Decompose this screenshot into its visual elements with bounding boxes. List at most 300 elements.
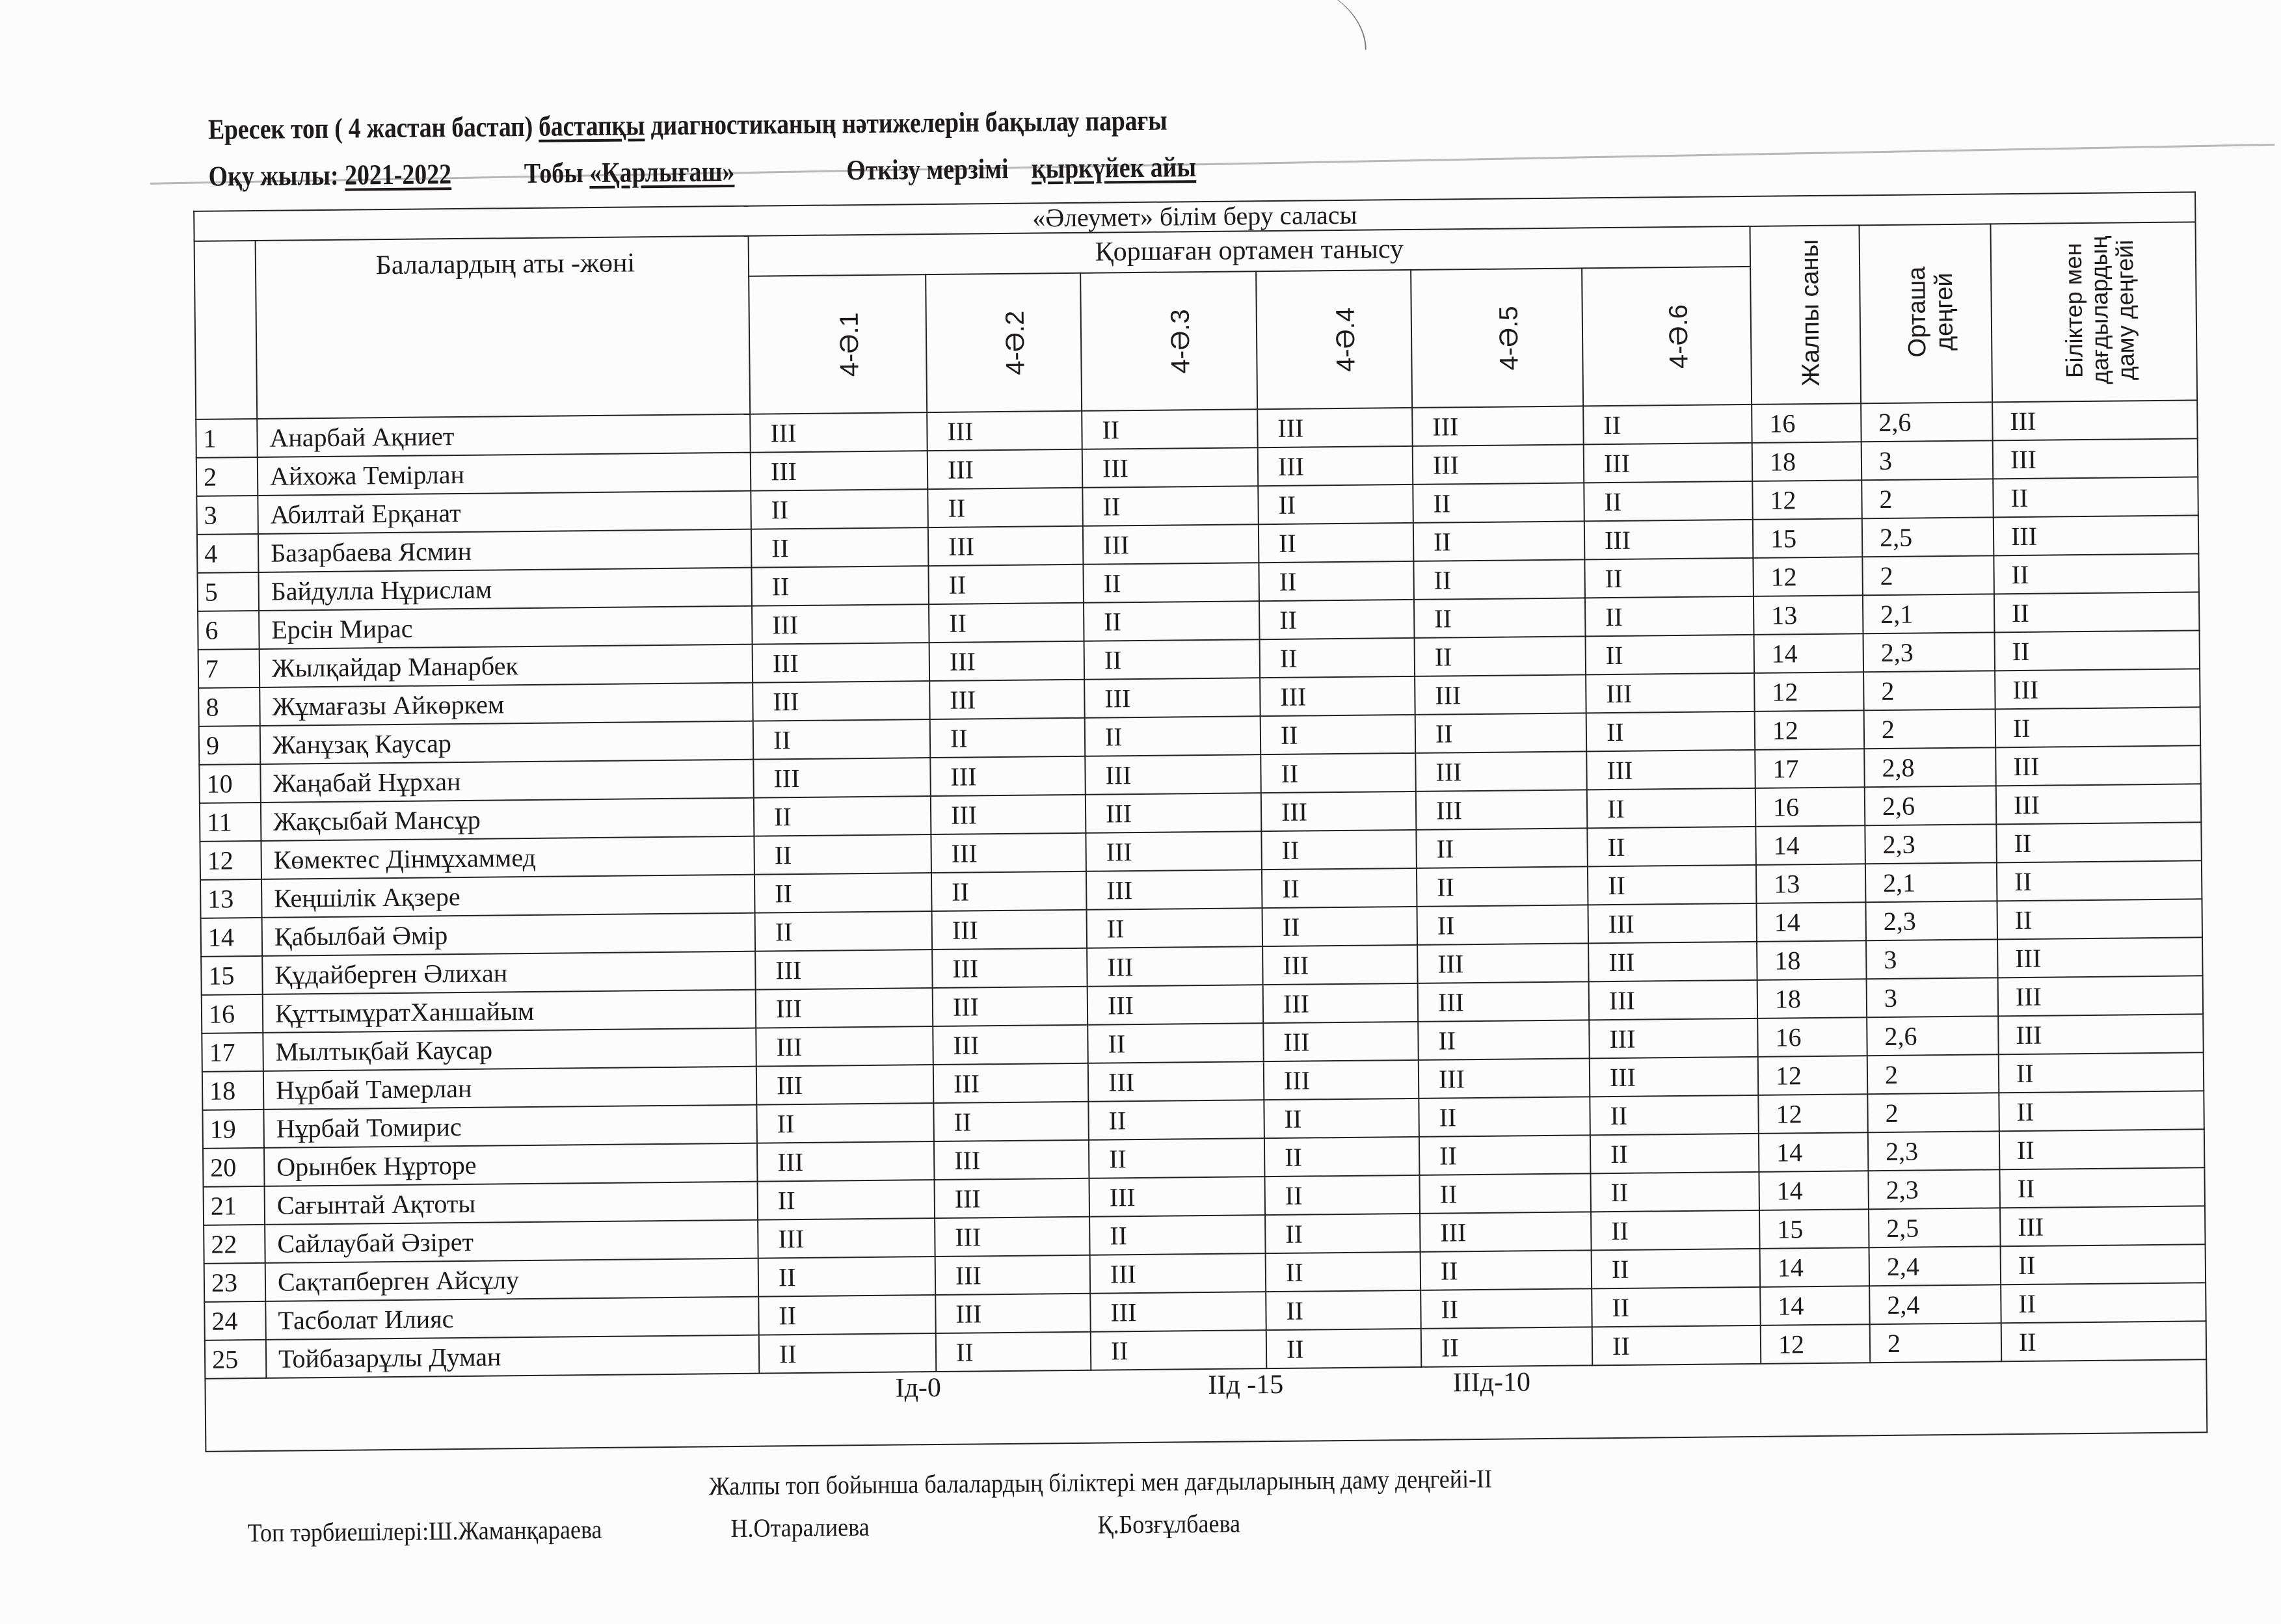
- level-cell: II: [1999, 1052, 2204, 1093]
- code-header: [1411, 268, 1583, 408]
- total-cell: 16: [1755, 787, 1865, 827]
- mark-cell: II: [1091, 1330, 1267, 1370]
- level-cell: II: [1999, 1129, 2205, 1169]
- mark-cell: II: [1259, 561, 1414, 601]
- row-number: 11: [200, 803, 261, 842]
- mark-cell: III: [1263, 983, 1419, 1023]
- total-cell: 12: [1755, 710, 1865, 750]
- row-number: 21: [204, 1186, 265, 1225]
- mark-cell: III: [756, 1065, 934, 1105]
- total-cell: 14: [1759, 1132, 1869, 1172]
- code-header: [1080, 271, 1257, 411]
- code-header-text: 4-Ә.4: [1331, 308, 1361, 373]
- mark-cell: III: [1088, 1061, 1264, 1102]
- diagnostics-table: [193, 191, 2208, 1452]
- average-cell: 2,5: [1869, 1208, 2001, 1247]
- mark-cell: II: [758, 1295, 936, 1335]
- mark-cell: II: [1262, 907, 1418, 946]
- mark-cell: II: [1413, 483, 1584, 523]
- mark-cell: III: [1420, 1212, 1592, 1252]
- mark-cell: II: [1259, 523, 1414, 563]
- mark-cell: III: [1584, 520, 1754, 559]
- mark-cell: III: [1082, 447, 1259, 488]
- mark-cell: III: [758, 1218, 935, 1258]
- total-cell: 12: [1758, 1056, 1868, 1095]
- mark-cell: II: [1084, 639, 1261, 680]
- code-header-text: 4-Ә.6: [1664, 304, 1694, 369]
- average-header-text: Орташа деңгей: [1903, 266, 1959, 358]
- total-cell: 18: [1757, 979, 1867, 1018]
- mark-cell: II: [753, 719, 931, 760]
- mark-cell: III: [1415, 751, 1587, 792]
- mark-cell: II: [933, 1102, 1089, 1141]
- mark-cell: II: [754, 873, 932, 913]
- level-cell: III: [1992, 400, 2198, 440]
- child-name: Қабылбай Әмір: [262, 913, 756, 956]
- row-number: 5: [197, 572, 259, 611]
- mark-cell: II: [751, 489, 928, 529]
- child-name: Сақтапберген Айсұлу: [265, 1258, 759, 1301]
- mark-cell: II: [1260, 638, 1415, 678]
- mark-cell: III: [751, 451, 928, 491]
- mark-cell: II: [1588, 865, 1757, 905]
- average-cell: 2: [1861, 479, 1994, 518]
- row-number: 12: [200, 841, 261, 880]
- mark-cell: III: [934, 1178, 1089, 1218]
- mark-cell: II: [1259, 600, 1415, 639]
- row-number: 10: [199, 764, 261, 803]
- total-cell: 14: [1756, 902, 1866, 942]
- mark-cell: II: [1261, 830, 1417, 870]
- mark-cell: II: [758, 1257, 936, 1297]
- code-header: [1256, 270, 1412, 409]
- average-cell: 2,6: [1865, 786, 1997, 825]
- mark-cell: III: [927, 411, 1082, 451]
- mark-cell: III: [932, 948, 1087, 988]
- row-number: 16: [202, 994, 263, 1033]
- mark-cell: III: [1087, 985, 1264, 1025]
- code-header: [749, 274, 927, 414]
- average-cell: 2: [1867, 1093, 1999, 1132]
- level-cell: II: [1997, 899, 2202, 939]
- child-name: ҚұттымұратХаншайым: [263, 990, 756, 1033]
- mark-cell: II: [1414, 598, 1586, 638]
- name-header: Балалардың аты -жөні: [256, 236, 751, 419]
- level-cell: II: [2001, 1321, 2207, 1361]
- level-header: [1990, 222, 2197, 402]
- mark-cell: II: [1586, 635, 1755, 674]
- level-cell: II: [2001, 1244, 2206, 1285]
- row-number: 14: [201, 918, 263, 957]
- mark-cell: III: [1412, 406, 1584, 446]
- level-cell: III: [2000, 1206, 2206, 1246]
- mark-cell: II: [1415, 636, 1586, 676]
- group-value: «Қарлығаш»: [589, 155, 735, 189]
- row-number: 20: [203, 1148, 265, 1187]
- child-name: Анарбай Ақниет: [257, 414, 751, 457]
- code-header: [926, 273, 1082, 412]
- mark-cell: III: [1586, 673, 1755, 713]
- code-header-text: 4-Ә.5: [1494, 306, 1524, 371]
- average-cell: 2,1: [1865, 862, 1997, 902]
- level-cell: III: [1994, 515, 2199, 555]
- mark-cell: III: [1087, 946, 1263, 987]
- child-name: Байдулла Нұрислам: [258, 568, 752, 611]
- total-cell: 18: [1757, 940, 1867, 980]
- area-title: «Әлеумет» білім беру саласы: [194, 192, 2195, 241]
- total-cell: 14: [1759, 1171, 1869, 1210]
- document-title: [208, 104, 1167, 146]
- mark-cell: II: [1592, 1249, 1761, 1288]
- child-name: Тасболат Илияс: [265, 1297, 759, 1340]
- row-number: 22: [204, 1225, 265, 1264]
- mark-cell: II: [1584, 558, 1754, 598]
- mark-cell: III: [1258, 446, 1413, 486]
- average-cell: 2,3: [1868, 1131, 2000, 1171]
- row-number: 1: [196, 419, 258, 458]
- total-cell: 12: [1758, 1094, 1868, 1134]
- child-name: Жаңабай Нұрхан: [260, 760, 754, 803]
- document-subtitle: [208, 150, 1196, 193]
- mark-cell: II: [751, 566, 929, 606]
- child-name: Жылқайдар Манарбек: [260, 645, 753, 687]
- child-name: Кеңшілік Ақзере: [261, 875, 755, 918]
- mark-cell: II: [1591, 1210, 1760, 1250]
- average-cell: 2,4: [1869, 1285, 2001, 1324]
- mark-cell: II: [1089, 1215, 1266, 1255]
- mark-cell: III: [1588, 903, 1757, 943]
- mark-cell: II: [1587, 788, 1756, 828]
- level-cell: II: [1994, 592, 2200, 632]
- average-cell: 2: [1862, 555, 1994, 595]
- child-name: Абилтай Ерқанат: [258, 491, 751, 534]
- subject-header: Қоршаған ортамен танысу: [749, 226, 1751, 276]
- mark-cell: III: [1590, 1057, 1759, 1097]
- summary-level-3: ІІІд-10: [1452, 1367, 1531, 1398]
- mark-cell: III: [1261, 792, 1417, 831]
- mark-cell: II: [928, 565, 1084, 604]
- mark-cell: II: [1265, 1214, 1421, 1253]
- mark-cell: II: [936, 1332, 1091, 1372]
- level-cell: II: [1994, 553, 2199, 594]
- total-cell: 14: [1754, 633, 1864, 673]
- mark-cell: II: [1421, 1288, 1592, 1329]
- average-cell: 2: [1864, 709, 1996, 749]
- mark-cell: III: [756, 988, 933, 1028]
- mark-cell: III: [1588, 942, 1757, 981]
- level-cell: III: [1995, 669, 2200, 709]
- title-prefix: Ересек топ ( 4 жастан бастап): [207, 110, 539, 146]
- mark-cell: II: [1590, 1134, 1759, 1173]
- mark-cell: III: [931, 833, 1086, 873]
- average-cell: 2,6: [1867, 1016, 1999, 1056]
- teacher-2: Н.Отаралиева: [730, 1512, 870, 1543]
- number-header: [194, 241, 258, 419]
- child-name: Нұрбай Томирис: [263, 1105, 757, 1148]
- row-number: 7: [198, 649, 260, 688]
- average-cell: 2,6: [1861, 402, 1993, 442]
- row-number: 25: [205, 1340, 267, 1379]
- average-cell: 3: [1866, 939, 1998, 979]
- mark-cell: III: [1264, 1060, 1419, 1100]
- mark-cell: III: [1416, 790, 1588, 830]
- mark-cell: II: [1583, 405, 1752, 444]
- mark-cell: II: [1416, 828, 1588, 868]
- child-name: Құдайберген Әлихан: [262, 952, 756, 994]
- mark-cell: III: [757, 1141, 935, 1182]
- scan-artifact-arc: [1247, 0, 1367, 51]
- mark-cell: II: [1261, 753, 1416, 793]
- year-value: 2021-2022: [344, 158, 452, 191]
- mark-cell: II: [1590, 1172, 1759, 1212]
- mark-cell: II: [1264, 1137, 1420, 1177]
- row-number: 23: [204, 1263, 266, 1302]
- total-header-text: Жалпы саны: [1796, 239, 1825, 387]
- mark-cell: II: [1419, 1097, 1590, 1137]
- child-name: Тойбазарұлы Думан: [266, 1335, 760, 1378]
- mark-cell: III: [1417, 943, 1589, 983]
- summary-level-2: ІІд -15: [1208, 1369, 1284, 1401]
- row-number: 18: [202, 1071, 264, 1110]
- row-number: 9: [199, 726, 261, 765]
- mark-cell: III: [933, 1063, 1089, 1103]
- row-number: 24: [204, 1301, 266, 1340]
- mark-cell: II: [1266, 1252, 1421, 1292]
- average-cell: 2,5: [1862, 517, 1994, 557]
- mark-cell: II: [1586, 712, 1755, 751]
- total-cell: 12: [1753, 557, 1863, 596]
- mark-cell: III: [1090, 1253, 1266, 1294]
- title-underlined: бастапқы: [538, 109, 645, 142]
- mark-cell: III: [1257, 408, 1413, 447]
- mark-cell: III: [1084, 678, 1261, 718]
- mark-cell: III: [753, 758, 931, 798]
- level-cell: II: [1993, 477, 2198, 517]
- mark-cell: II: [755, 911, 933, 952]
- child-name: Жұмағазы Айкөркем: [260, 683, 753, 726]
- mark-cell: II: [758, 1180, 935, 1220]
- average-cell: 3: [1867, 978, 1999, 1017]
- mark-cell: II: [1415, 713, 1587, 753]
- row-number: 6: [198, 611, 260, 650]
- level-cell: II: [1997, 860, 2202, 901]
- period-value: қыркүйек айы: [1031, 151, 1197, 185]
- mark-cell: III: [1086, 793, 1262, 833]
- level-cell: III: [1997, 937, 2203, 978]
- level-cell: III: [1998, 976, 2204, 1016]
- level-cell: II: [1994, 630, 2200, 671]
- mark-cell: III: [929, 680, 1085, 719]
- summary-level-1: Ід-0: [895, 1372, 942, 1404]
- mark-cell: II: [1264, 1098, 1419, 1138]
- mark-cell: III: [756, 1026, 933, 1067]
- total-cell: 14: [1755, 825, 1865, 865]
- mark-cell: II: [1592, 1287, 1761, 1327]
- average-cell: 2,3: [1865, 824, 1997, 864]
- mark-cell: II: [931, 872, 1087, 911]
- mark-cell: III: [1418, 981, 1590, 1022]
- mark-cell: III: [928, 526, 1084, 566]
- teacher-3: Қ.Бозғұлбаева: [1097, 1508, 1241, 1539]
- total-cell: 17: [1755, 749, 1865, 788]
- level-cell: II: [1995, 707, 2201, 747]
- mark-cell: II: [1264, 1175, 1420, 1215]
- level-header-text: Біліктер мен дағдылардың даму деңгейі: [2059, 235, 2140, 384]
- total-cell: 13: [1754, 595, 1863, 635]
- total-cell: 14: [1760, 1247, 1870, 1287]
- total-cell: 18: [1752, 442, 1862, 481]
- mark-cell: III: [930, 756, 1086, 796]
- title-suffix: диагностиканың нәтижелерін бақылау парағы: [645, 104, 1167, 142]
- mark-cell: II: [1587, 827, 1756, 866]
- child-name: Жақсыбай Мансұр: [261, 798, 754, 841]
- mark-cell: II: [1261, 715, 1416, 754]
- mark-cell: II: [1083, 563, 1259, 603]
- mark-cell: II: [1084, 601, 1260, 641]
- mark-cell: II: [927, 488, 1083, 527]
- mark-cell: II: [1584, 481, 1753, 521]
- average-cell: 2,1: [1863, 594, 1995, 633]
- total-cell: 12: [1754, 672, 1864, 712]
- mark-cell: II: [1087, 1023, 1264, 1063]
- average-cell: 2,3: [1863, 632, 1995, 672]
- mark-cell: II: [751, 527, 929, 568]
- average-cell: 2,8: [1864, 747, 1996, 787]
- mark-cell: III: [931, 795, 1086, 834]
- level-cell: III: [1998, 1014, 2204, 1054]
- mark-cell: II: [930, 718, 1086, 758]
- mark-cell: II: [759, 1333, 937, 1374]
- mark-cell: II: [1419, 1173, 1591, 1214]
- row-number: 2: [196, 457, 258, 496]
- mark-cell: III: [1415, 674, 1586, 715]
- average-cell: 3: [1861, 440, 1994, 480]
- row-number: 15: [201, 956, 263, 995]
- mark-cell: II: [1413, 559, 1585, 600]
- average-cell: 2,4: [1869, 1246, 2001, 1286]
- mark-cell: III: [1419, 1058, 1590, 1098]
- teachers-label: Топ тәрбиешілері:Ш.Жаманқараева: [247, 1514, 602, 1548]
- total-cell: 12: [1761, 1324, 1871, 1364]
- mark-cell: II: [756, 1103, 934, 1143]
- mark-cell: II: [754, 796, 931, 836]
- mark-cell: II: [1421, 1327, 1593, 1367]
- mark-cell: III: [1089, 1177, 1265, 1217]
- mark-cell: II: [1266, 1290, 1421, 1330]
- mark-cell: III: [752, 604, 929, 645]
- overall-level-text: Жалпы топ бойынша балалардың біліктері мен дағдыларының даму деңгейі-ІІ: [708, 1463, 1493, 1501]
- mark-cell: III: [1086, 831, 1262, 872]
- mark-cell: III: [934, 1140, 1089, 1180]
- mark-cell: II: [1413, 521, 1585, 561]
- year-label: Оқу жылы:: [208, 159, 345, 193]
- average-cell: 2: [1867, 1054, 1999, 1094]
- mark-cell: II: [929, 603, 1084, 643]
- mark-cell: III: [1262, 945, 1418, 985]
- row-number: 17: [202, 1033, 263, 1072]
- teachers-line: [247, 1504, 1652, 1548]
- mark-cell: II: [1418, 1020, 1590, 1060]
- mark-cell: III: [1586, 750, 1755, 790]
- child-name: Орынбек Нұрторе: [264, 1143, 758, 1186]
- total-cell: 15: [1759, 1209, 1869, 1249]
- child-name: Мылтықбай Каусар: [263, 1028, 756, 1071]
- child-name: Сағынтай Ақтоты: [265, 1182, 758, 1225]
- mark-cell: III: [1589, 1018, 1758, 1058]
- mark-cell: II: [1585, 596, 1754, 636]
- total-cell: 16: [1752, 403, 1861, 443]
- mark-cell: III: [935, 1294, 1091, 1333]
- mark-cell: II: [754, 834, 931, 875]
- mark-cell: III: [1090, 1292, 1266, 1332]
- mark-cell: II: [1417, 905, 1588, 945]
- mark-cell: III: [1413, 444, 1584, 485]
- mark-cell: II: [1085, 716, 1261, 756]
- mark-cell: III: [1589, 980, 1758, 1020]
- mark-cell: III: [927, 449, 1083, 489]
- mark-cell: II: [1590, 1095, 1759, 1135]
- mark-cell: II: [1258, 485, 1413, 524]
- mark-cell: III: [932, 910, 1087, 950]
- row-number: 3: [196, 496, 258, 535]
- average-cell: 2,3: [1868, 1169, 2000, 1209]
- total-cell: 15: [1753, 518, 1863, 558]
- total-cell: 12: [1752, 480, 1862, 520]
- mark-cell: III: [935, 1217, 1090, 1257]
- mark-cell: III: [935, 1255, 1091, 1295]
- child-name: Нұрбай Тамерлан: [263, 1067, 757, 1110]
- total-cell: 14: [1760, 1286, 1870, 1325]
- mark-cell: III: [933, 1025, 1088, 1065]
- child-name: Ерсін Мирас: [259, 606, 753, 649]
- mark-cell: III: [750, 412, 927, 453]
- mark-cell: III: [753, 681, 930, 721]
- level-cell: II: [2001, 1283, 2206, 1323]
- code-header-text: 4-Ә.2: [1000, 311, 1030, 376]
- mark-cell: III: [933, 987, 1088, 1026]
- row-number: 13: [200, 879, 262, 918]
- level-cell: III: [1993, 438, 2198, 479]
- mark-cell: II: [1087, 908, 1263, 948]
- code-header: [1582, 267, 1752, 406]
- level-cell: II: [1996, 822, 2202, 862]
- level-cell: II: [1999, 1091, 2204, 1131]
- average-header: [1859, 224, 1992, 403]
- child-name: Жанұзақ Каусар: [260, 721, 754, 764]
- mark-cell: III: [929, 641, 1085, 681]
- mark-cell: II: [1592, 1325, 1761, 1365]
- mark-cell: III: [1263, 1022, 1419, 1061]
- child-name: Көмектес Дінмұхаммед: [261, 836, 754, 879]
- mark-cell: III: [1086, 870, 1262, 910]
- mark-cell: III: [1083, 524, 1259, 565]
- code-header-text: 4-Ә.1: [834, 312, 864, 377]
- average-cell: 2: [1863, 671, 1995, 710]
- mark-cell: II: [1421, 1250, 1592, 1290]
- mark-cell: II: [1089, 1138, 1265, 1178]
- child-name: Айхожа Темірлан: [258, 453, 751, 496]
- mark-cell: II: [1262, 868, 1417, 908]
- level-cell: II: [1999, 1167, 2205, 1208]
- mark-cell: II: [1266, 1329, 1422, 1368]
- mark-cell: II: [1082, 409, 1258, 449]
- total-header: [1750, 225, 1861, 405]
- total-cell: 16: [1757, 1017, 1867, 1057]
- level-cell: III: [1995, 745, 2201, 786]
- mark-cell: III: [1584, 443, 1753, 483]
- level-cell: III: [1996, 784, 2202, 824]
- mark-cell: II: [1419, 1135, 1591, 1175]
